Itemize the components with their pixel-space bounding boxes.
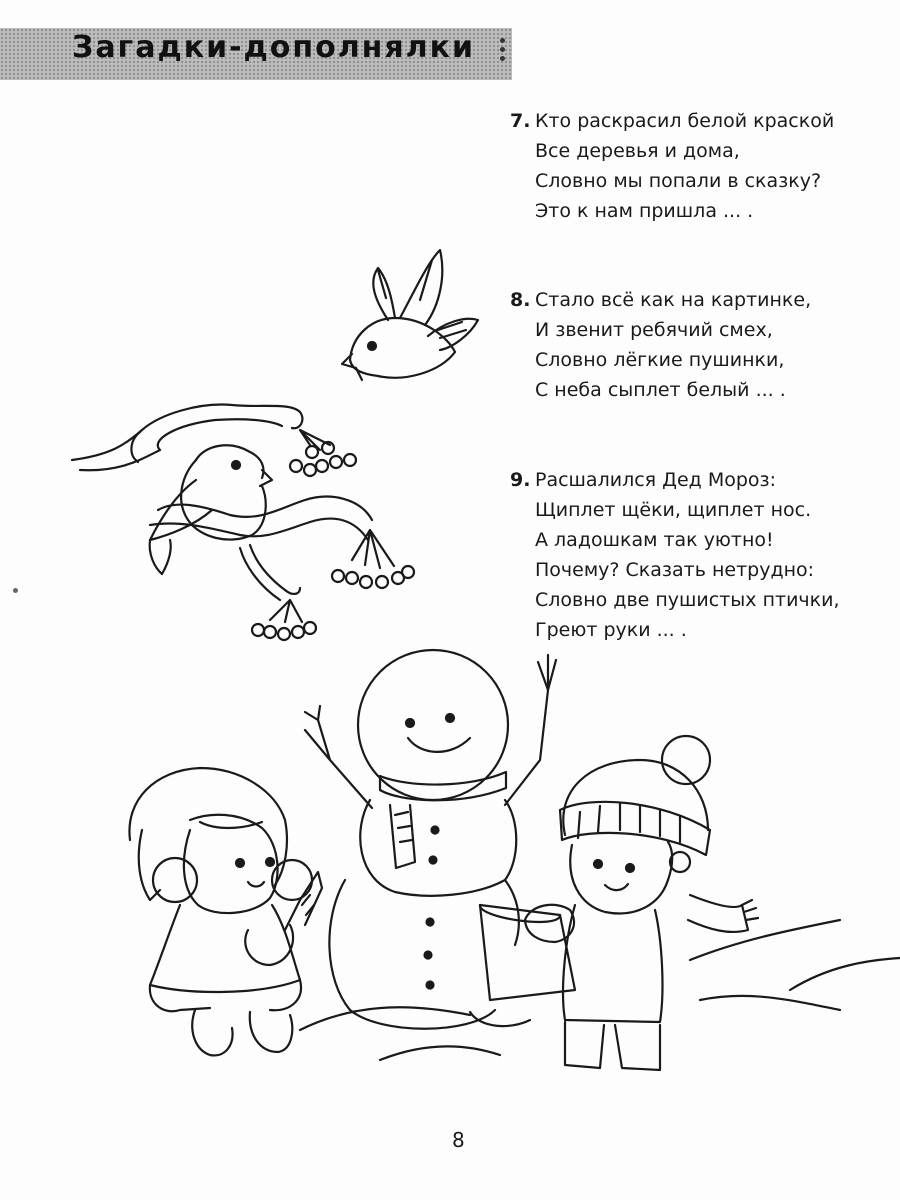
- riddle-line: Все деревья и дома,: [535, 140, 740, 162]
- riddle-number: 8.: [510, 289, 531, 311]
- bullfinch-on-branch-illustration: [72, 405, 414, 640]
- riddle-line: Почему? Сказать нетрудно:: [535, 559, 815, 581]
- flying-bird-illustration: [342, 250, 478, 380]
- riddle-line: Греют руки ... .: [535, 619, 687, 641]
- boy-with-bucket-illustration: [470, 736, 758, 1070]
- girl-with-carrot-illustration: [129, 768, 322, 1055]
- snowman-illustration: [305, 650, 556, 1029]
- riddle-line: С неба сыплет белый ... .: [535, 379, 786, 401]
- riddle-line: Это к нам пришла ... .: [535, 200, 754, 222]
- riddle-line: И звенит ребячий смех,: [535, 319, 773, 341]
- riddle-line: Кто раскрасил белой краской: [535, 110, 835, 132]
- riddle-line: Стало всё как на картинке,: [535, 289, 812, 311]
- riddle-line: А ладошкам так уютно!: [535, 529, 774, 551]
- riddle-number: 7.: [510, 110, 531, 132]
- riddle-number: 9.: [510, 469, 531, 491]
- riddle-line: Словно две пушистых птички,: [535, 589, 840, 611]
- riddle-line: Словно лёгкие пушинки,: [535, 349, 785, 371]
- riddle-line: Расшалился Дед Мороз:: [535, 469, 777, 491]
- page-number: 8: [452, 1128, 465, 1152]
- riddle-line: Щиплет щёки, щиплет нос.: [535, 499, 812, 521]
- page-title: Загадки-дополнялки: [72, 30, 476, 65]
- snow-drifts: [300, 920, 900, 1060]
- riddle-line: Словно мы попали в сказку?: [535, 170, 822, 192]
